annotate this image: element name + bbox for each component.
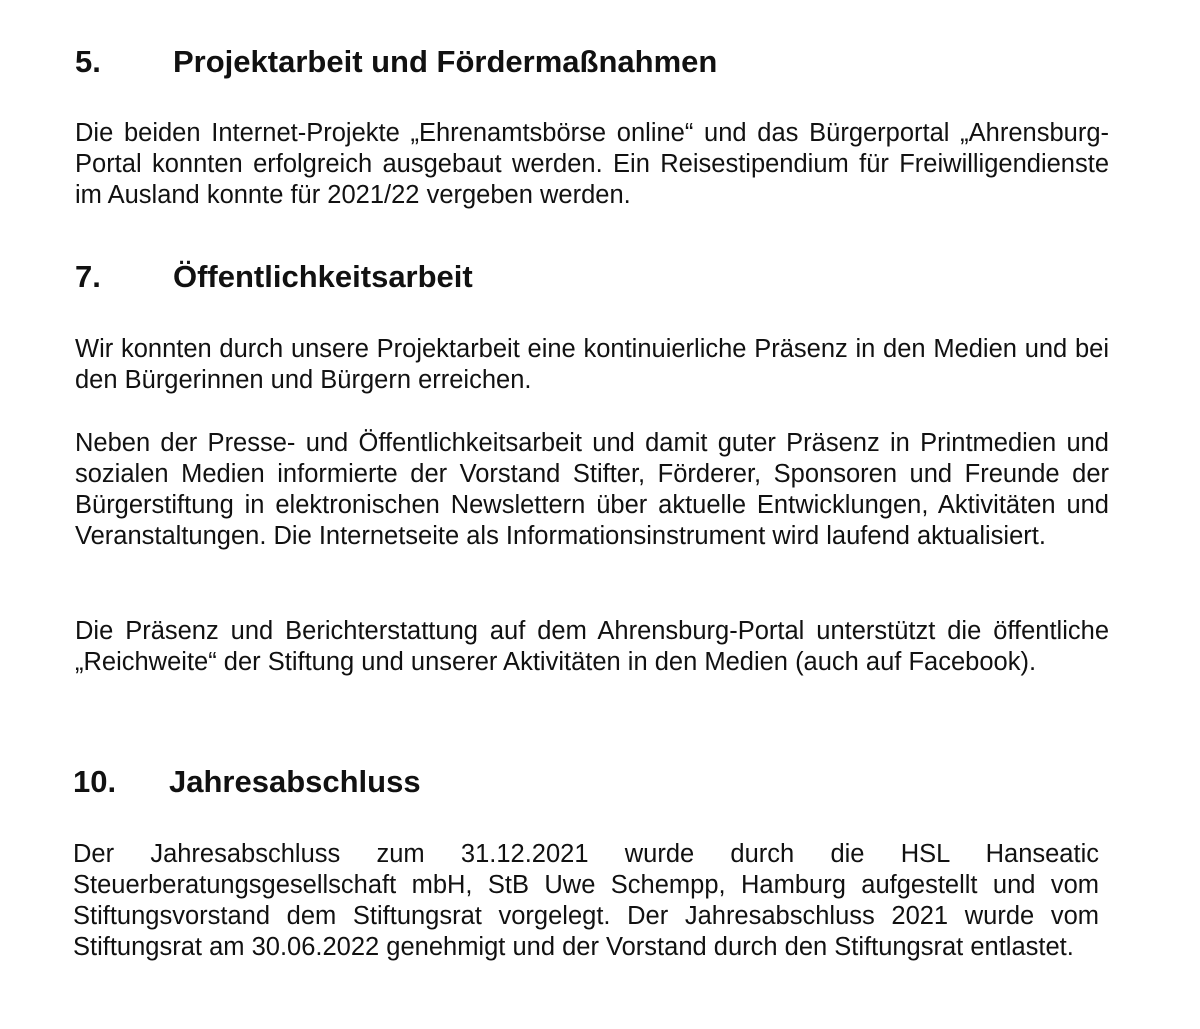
section-title: Jahresabschluss bbox=[169, 764, 421, 799]
section-title: Öffentlichkeitsarbeit bbox=[173, 259, 473, 294]
section-5-paragraph: Die beiden Internet-Projekte „Ehrenamtsbörse online“ und das Bürgerportal „Ahrensburg-Portal konnten erfolgreich ausgebaut werden. Ein Reisestipendium für Freiwilligendienste im Ausland konnte für 2021/22 vergeben werden. bbox=[75, 119, 1109, 209]
section-number: 7. bbox=[75, 259, 101, 294]
section-heading-5 bbox=[75, 44, 718, 80]
section-title: Projektarbeit und Fördermaßnahmen bbox=[173, 44, 718, 79]
section-10-paragraph: Der Jahresabschluss zum 31.12.2021 wurde durch die HSL Hanseatic Steuerberatungsgesellschaft mbH, StB Uwe Schempp, Hamburg aufgestellt und vom Stiftungsvorstand dem Stiftungsrat vorgelegt. Der Jahresabschluss 2021 wurde vom Stiftungsrat am 30.06.2022 genehmigt und der Vorstand durch den Stiftungsrat entlastet. bbox=[73, 840, 1099, 961]
section-7-paragraph-3: Die Präsenz und Berichterstattung auf dem Ahrensburg-Portal unterstützt die öffentliche „Reichweite“ der Stiftung und unserer Aktivitäten in den Medien (auch auf Facebook). bbox=[75, 617, 1109, 676]
section-number: 5. bbox=[75, 44, 101, 79]
section-heading-10 bbox=[73, 764, 421, 800]
section-heading-7 bbox=[75, 259, 473, 295]
section-7-paragraph-2: Neben der Presse- und Öffentlichkeitsarbeit und damit guter Präsenz in Printmedien und sozialen Medien informierte der Vorstand Stifter, Förderer, Sponsoren und Freunde der Bürgerstiftung in elektronischen Newslettern über aktuelle Entwicklungen, Aktivitäten und Veranstaltungen. Die Internetseite als Informationsinstrument wird laufend aktualisiert. bbox=[75, 429, 1109, 550]
section-number: 10. bbox=[73, 764, 117, 799]
section-7-paragraph-1: Wir konnten durch unsere Projektarbeit eine kontinuierliche Präsenz in den Medien und bei den Bürgerinnen und Bürgern erreichen. bbox=[75, 335, 1109, 394]
